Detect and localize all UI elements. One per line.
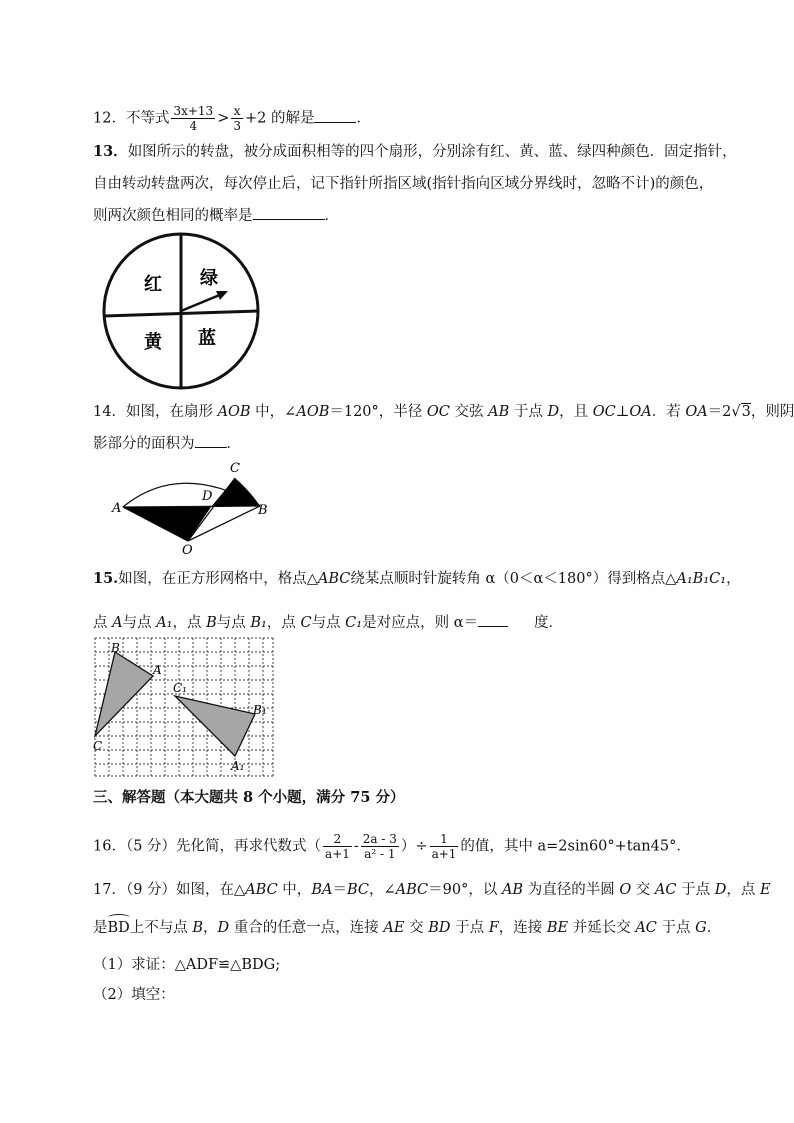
q17-text: ＝ bbox=[332, 882, 347, 898]
q13-number: 13． bbox=[93, 143, 128, 160]
spinner-label-blue: 蓝 bbox=[198, 328, 216, 349]
q14-sector-figure bbox=[108, 458, 280, 558]
q13-text-2: 自由转动转盘两次，每次停止后，记下指针所指区域(指针指向区域分界线时，忽略不计)的颜色， bbox=[93, 176, 714, 192]
q12-text-post: +2 的解是 bbox=[244, 110, 315, 127]
q17-text: 是 bbox=[93, 920, 108, 936]
q17-var: D bbox=[714, 882, 727, 898]
q13-spinner-figure bbox=[100, 230, 262, 392]
q15-text: 点 bbox=[93, 615, 113, 631]
q13-line-2 bbox=[93, 174, 713, 194]
q16-minus: - bbox=[353, 838, 359, 855]
q15-var: A₁ bbox=[156, 615, 173, 631]
q12-fraction-2: $\frac{x}{3}$ bbox=[233, 104, 241, 133]
q12-answer-blank bbox=[314, 110, 356, 123]
q17-var: ABC bbox=[395, 882, 429, 898]
q16-text: 的值，其中 a=2sin60°+tan45°． bbox=[460, 838, 691, 855]
q17-part-1: （1）求证：△ADF≌△BDG; bbox=[93, 957, 281, 973]
q17-text: 中， bbox=[277, 882, 312, 898]
q15-answer-blank bbox=[478, 612, 508, 627]
q14-text: ⊥ bbox=[615, 404, 630, 420]
q16-fraction-3: $\frac{1}{a+1}$ bbox=[431, 832, 457, 861]
q14-end: ． bbox=[226, 436, 241, 452]
q15-var: B bbox=[206, 615, 217, 631]
q17-text: 交 bbox=[631, 882, 655, 898]
arc-BD: BD bbox=[107, 920, 130, 936]
q15-var: B₁ bbox=[250, 615, 267, 631]
q14-var: AB bbox=[488, 404, 510, 420]
q17-text: （9 分）如图，在△ bbox=[125, 882, 246, 898]
q15-text: ， bbox=[726, 571, 741, 587]
q17-var: O bbox=[619, 882, 632, 898]
spinner-label-green: 绿 bbox=[200, 268, 218, 289]
q17-text: 于点 bbox=[656, 920, 696, 936]
q17-text: 上不与点 bbox=[129, 920, 193, 936]
q15-text: 度． bbox=[534, 615, 563, 631]
q14-var: OA bbox=[629, 404, 652, 420]
q15-var: C bbox=[300, 615, 312, 631]
q14-text: ，且 bbox=[559, 404, 593, 420]
q13-text-1: 如图所示的转盘，被分成面积相等的四个扇形，分别涂有红、黄、蓝、绿四种颜色．固定指针， bbox=[127, 144, 737, 160]
grid-label-B1: B₁ bbox=[253, 703, 267, 717]
q14-var: OC bbox=[592, 404, 616, 420]
q17-var: D bbox=[217, 920, 230, 936]
label-O: O bbox=[182, 543, 193, 558]
q17-var: BD bbox=[428, 920, 451, 936]
q16-fraction-1: $\frac{2}{a+1}$ bbox=[325, 832, 350, 861]
label-C: C bbox=[230, 461, 240, 476]
label-A: A bbox=[112, 501, 122, 516]
q17-var: G bbox=[695, 920, 707, 936]
q13-line-1 bbox=[93, 142, 737, 162]
q17-text: ， bbox=[203, 920, 218, 936]
q16-number: 16． bbox=[93, 838, 126, 855]
q17-var: BE bbox=[546, 920, 569, 936]
q12-fraction-1: $\frac{3x+13}{4}$ bbox=[173, 104, 214, 133]
q13-end: ． bbox=[324, 208, 339, 224]
q17-var: F bbox=[488, 920, 499, 936]
q14-text: ＝2 bbox=[707, 404, 732, 420]
q17-var: BA bbox=[311, 882, 333, 898]
q15-text: ，点 bbox=[266, 615, 301, 631]
q17-var: B bbox=[192, 920, 204, 936]
spinner-label-yellow: 黄 bbox=[144, 332, 162, 353]
q16-text: ）÷ bbox=[400, 838, 428, 855]
triangle-A1B1C1 bbox=[175, 696, 255, 756]
q15-var: C₁ bbox=[345, 615, 363, 631]
q14-var: OA bbox=[685, 404, 708, 420]
q12-end: ． bbox=[356, 110, 371, 127]
q14-text: ，则阴 bbox=[750, 404, 794, 420]
q17-text: 为直径的半圆 bbox=[523, 882, 620, 898]
q14-var: OC bbox=[426, 404, 450, 420]
q17-var: BC bbox=[346, 882, 369, 898]
q12-line bbox=[93, 104, 371, 133]
q17-var: E bbox=[759, 882, 771, 898]
q13-line-3 bbox=[93, 206, 339, 226]
grid-label-A: A bbox=[153, 663, 162, 677]
q15-line-1 bbox=[93, 569, 741, 589]
q14-var: AOB bbox=[217, 404, 251, 420]
q14-sqrt-radicand: 3 bbox=[741, 404, 751, 420]
grid-label-C: C bbox=[93, 739, 103, 753]
q17-text: ，∠ bbox=[368, 882, 396, 898]
q14-line-2 bbox=[93, 434, 241, 454]
q14-text: 中，∠ bbox=[250, 404, 297, 420]
q14-text: 影部分的面积为 bbox=[93, 436, 195, 452]
q15-var: A bbox=[112, 615, 123, 631]
q12-text-pre: 不等式 bbox=[125, 110, 170, 127]
spinner-label-red: 红 bbox=[144, 274, 162, 295]
q14-number: 14． bbox=[93, 404, 126, 420]
shaded-region-2 bbox=[211, 478, 260, 507]
label-B: B bbox=[258, 503, 268, 518]
q17-text: ＝90°，以 bbox=[428, 882, 502, 898]
q15-var: A₁B₁C₁ bbox=[676, 571, 727, 587]
q17-var: ABC bbox=[245, 882, 278, 898]
q12-gt: > bbox=[217, 110, 230, 127]
q15-text: 与点 bbox=[122, 615, 157, 631]
q17-text: 于点 bbox=[450, 920, 489, 936]
q17-text: ，连接 bbox=[498, 920, 547, 936]
q17-line-1 bbox=[93, 880, 771, 900]
q17-text: ，点 bbox=[726, 882, 760, 898]
section-3-title: 三、解答题（本大题共 8 个小题，满分 75 分） bbox=[93, 789, 405, 806]
q14-text: 如图，在扇形 bbox=[125, 404, 218, 420]
q17-text: 于点 bbox=[676, 882, 715, 898]
q16-fraction-2: $\frac{2a - 3}{\text{a² - 1}}$ bbox=[362, 832, 397, 861]
q17-var: AC bbox=[654, 882, 677, 898]
q12-number: 12． bbox=[93, 110, 126, 127]
q17-number: 17． bbox=[93, 882, 126, 898]
q17-text: 交 bbox=[404, 920, 429, 936]
q17-text: ． bbox=[706, 920, 722, 936]
q14-text: ＝120°，半径 bbox=[329, 404, 427, 420]
q15-text: 绕某点顺时针旋转角 α（0＜α＜180°）得到格点△ bbox=[350, 571, 677, 587]
q14-text: ．若 bbox=[651, 404, 686, 420]
grid-label-B: B bbox=[111, 641, 120, 655]
q17-text: 并延长交 bbox=[568, 920, 636, 936]
q16-line bbox=[93, 832, 691, 861]
q15-text: ，点 bbox=[172, 615, 207, 631]
q15-text: 是对应点，则 α＝ bbox=[362, 615, 478, 631]
q13-answer-blank bbox=[253, 207, 325, 220]
q14-text: 交弦 bbox=[449, 404, 489, 420]
grid-label-C1: C₁ bbox=[173, 681, 187, 695]
q13-text-3: 则两次颜色相同的概率是 bbox=[93, 208, 253, 224]
q15-number: 15. bbox=[93, 570, 119, 587]
q14-var: AOB bbox=[296, 404, 330, 420]
label-D: D bbox=[202, 489, 213, 504]
q14-line-1: 14．如图，在扇形 AOB 中，∠AOB＝120°，半径 OC 交弦 AB 于点 D，且 OC⊥OA．若 OA＝2√3，则阴 bbox=[93, 404, 794, 420]
q15-var: ABC bbox=[317, 571, 351, 587]
q15-text: 如图，在正方形网格中，格点△ bbox=[118, 571, 318, 587]
q17-text: 重合的任意一点，连接 bbox=[229, 920, 384, 936]
q15-grid-figure bbox=[93, 636, 275, 778]
q16-text: （5 分）先化简，再求代数式（ bbox=[125, 838, 322, 855]
q14-answer-blank bbox=[195, 435, 227, 448]
q15-line-2 bbox=[93, 612, 563, 633]
grid-label-A1: A₁ bbox=[231, 759, 245, 773]
q14-var: D bbox=[547, 404, 560, 420]
q17-part-2: （2）填空： bbox=[93, 987, 175, 1003]
q17-var: AC bbox=[635, 920, 657, 936]
q15-text: 与点 bbox=[216, 615, 251, 631]
q17-line-2 bbox=[93, 918, 721, 938]
q15-text: 与点 bbox=[311, 615, 346, 631]
q17-var: AE bbox=[383, 920, 405, 936]
q17-var: AB bbox=[501, 882, 524, 898]
q14-text: 于点 bbox=[509, 404, 548, 420]
